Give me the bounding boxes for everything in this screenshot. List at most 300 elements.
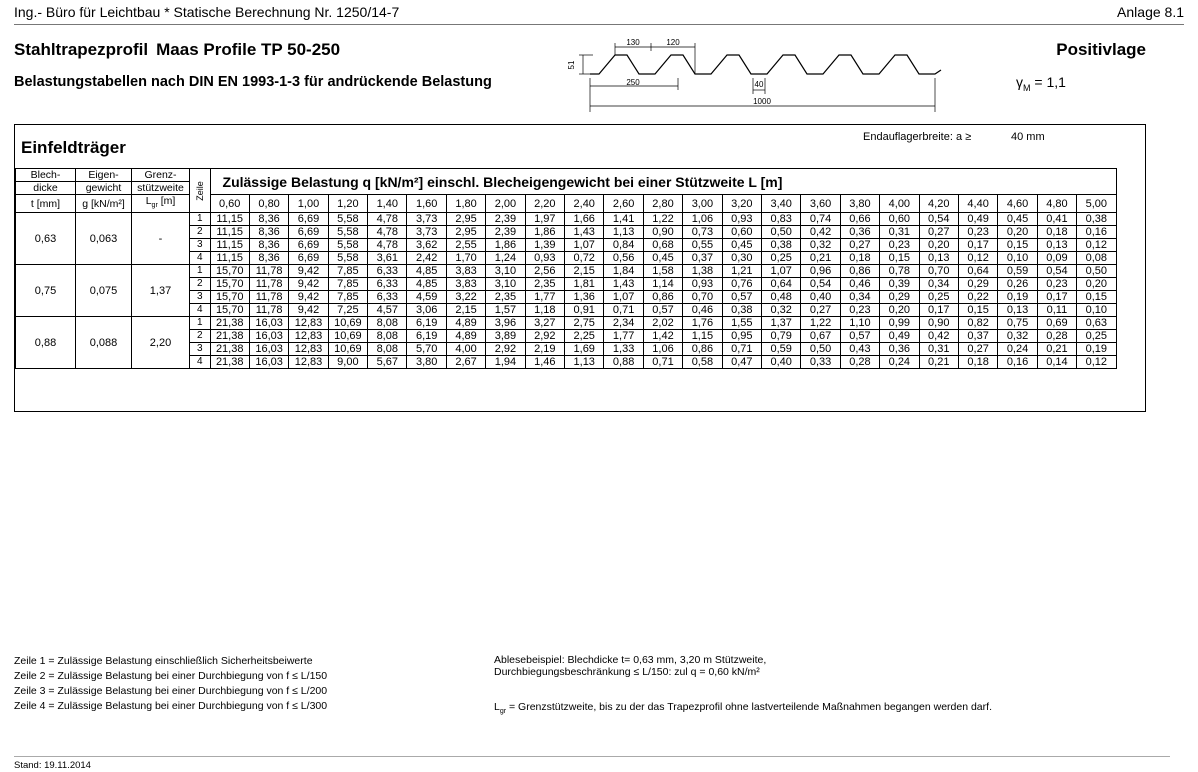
load-cell: 0,23 (1037, 278, 1076, 291)
load-cell: 21,38 (210, 317, 249, 330)
gamma-subscript: M (1023, 82, 1031, 93)
load-cell: 12,83 (289, 330, 328, 343)
load-cell: 0,64 (761, 278, 800, 291)
load-cell: 1,21 (722, 265, 761, 278)
load-cell: 1,24 (486, 252, 525, 265)
lgr-unit: [m] (157, 195, 176, 207)
table-row (16, 317, 1117, 330)
load-cell: 0,19 (998, 291, 1037, 304)
load-cell: 1,81 (565, 278, 604, 291)
load-cell: 0,83 (761, 213, 800, 226)
thickness-cell: 0,88 (16, 317, 76, 369)
load-cell: 15,70 (210, 291, 249, 304)
load-cell: 0,60 (722, 226, 761, 239)
load-cell: 2,95 (446, 226, 485, 239)
load-cell: 21,38 (210, 343, 249, 356)
load-cell: 1,42 (643, 330, 682, 343)
lgr-note-symbol: L (494, 701, 500, 713)
load-cell: 0,34 (840, 291, 879, 304)
profile-drawing (557, 34, 949, 114)
load-cell: 10,69 (328, 330, 367, 343)
load-cell: 0,08 (1077, 252, 1116, 265)
col-thickness-h3: t [mm] (16, 195, 76, 213)
load-cell: 0,19 (1077, 343, 1116, 356)
load-cell: 1,13 (604, 226, 643, 239)
zeile-label: Zeile (194, 180, 205, 201)
load-cell: 0,82 (958, 317, 997, 330)
load-cell: 0,60 (880, 213, 919, 226)
load-cell: 0,59 (998, 265, 1037, 278)
load-cell: 3,73 (407, 226, 446, 239)
span-header: 4,80 (1037, 195, 1076, 213)
load-cell: 2,15 (565, 265, 604, 278)
load-cell: 1,13 (565, 356, 604, 369)
load-cell: 1,43 (565, 226, 604, 239)
load-cell: 3,10 (486, 265, 525, 278)
legend-line-4: Zeile 4 = Zulässige Belastung bei einer Durchbiegung von f ≤ L/300 (14, 700, 328, 712)
load-cell: 0,12 (958, 252, 997, 265)
span-header: 1,60 (407, 195, 446, 213)
load-cell: 0,29 (880, 291, 919, 304)
load-cell: 1,94 (486, 356, 525, 369)
load-cell: 12,83 (289, 343, 328, 356)
load-cell: 2,35 (525, 278, 564, 291)
load-cell: 6,33 (368, 278, 407, 291)
load-cell: 0,32 (761, 304, 800, 317)
load-cell: 10,69 (328, 343, 367, 356)
load-cell: 0,10 (1077, 304, 1116, 317)
load-cell: 5,58 (328, 252, 367, 265)
load-cell: 1,97 (525, 213, 564, 226)
load-cell: 4,85 (407, 265, 446, 278)
span-header: 1,80 (446, 195, 485, 213)
load-cell: 16,03 (249, 343, 288, 356)
load-cell: 16,03 (249, 317, 288, 330)
load-cell: 1,33 (604, 343, 643, 356)
span-header: 1,00 (289, 195, 328, 213)
load-cell: 0,20 (998, 226, 1037, 239)
load-cell: 4,89 (446, 317, 485, 330)
load-cell: 0,71 (643, 356, 682, 369)
load-cell: 0,30 (722, 252, 761, 265)
load-cell: 0,50 (1077, 265, 1116, 278)
load-cell: 7,85 (328, 278, 367, 291)
load-cell: 0,28 (840, 356, 879, 369)
thickness-cell: 0,75 (16, 265, 76, 317)
load-cell: 0,58 (683, 356, 722, 369)
load-cell: 0,21 (919, 356, 958, 369)
load-cell: 1,86 (525, 226, 564, 239)
load-cell: 0,20 (1077, 278, 1116, 291)
load-cell: 4,59 (407, 291, 446, 304)
load-cell: 0,91 (565, 304, 604, 317)
load-cell: 0,13 (919, 252, 958, 265)
load-cell: 0,22 (958, 291, 997, 304)
load-cell: 0,25 (919, 291, 958, 304)
load-cell: 0,15 (958, 304, 997, 317)
load-cell: 1,18 (525, 304, 564, 317)
load-header: Zulässige Belastung q [kN/m²] einschl. Blecheigengewicht bei einer Stützweite L [m] (210, 169, 1116, 195)
load-cell: 0,17 (919, 304, 958, 317)
load-cell: 0,71 (722, 343, 761, 356)
load-cell: 0,38 (1077, 213, 1116, 226)
load-cell: 8,08 (368, 317, 407, 330)
load-cell: 15,70 (210, 265, 249, 278)
load-cell: 5,70 (407, 343, 446, 356)
load-cell: 0,54 (801, 278, 840, 291)
load-cell: 1,07 (761, 265, 800, 278)
load-cell: 0,15 (1077, 291, 1116, 304)
load-cell: 0,39 (880, 278, 919, 291)
load-cell: 0,78 (880, 265, 919, 278)
load-cell: 0,63 (1077, 317, 1116, 330)
load-cell: 11,78 (249, 278, 288, 291)
load-cell: 1,77 (604, 330, 643, 343)
load-cell: 0,93 (683, 278, 722, 291)
load-cell: 21,38 (210, 330, 249, 343)
span-header: 3,40 (761, 195, 800, 213)
load-table (15, 168, 1117, 369)
load-cell: 3,27 (525, 317, 564, 330)
load-cell: 11,78 (249, 265, 288, 278)
load-cell: 0,54 (1037, 265, 1076, 278)
load-cell: 3,83 (446, 278, 485, 291)
load-cell: 0,93 (722, 213, 761, 226)
limit-span-cell: 2,20 (132, 317, 190, 369)
thickness-cell: 0,63 (16, 213, 76, 265)
example-line-2: Durchbiegungsbeschränkung ≤ L/150: zul q = 0,60 kN/m² (494, 666, 760, 678)
load-cell: 12,83 (289, 317, 328, 330)
load-cell: 0,70 (919, 265, 958, 278)
load-cell: 0,20 (919, 239, 958, 252)
support-width-label: Endauflagerbreite: a ≥ (863, 131, 972, 143)
title-profile-name: Maas Profile TP 50-250 (156, 40, 341, 59)
load-cell: 0,86 (683, 343, 722, 356)
load-cell: 0,46 (683, 304, 722, 317)
span-header: 3,60 (801, 195, 840, 213)
weight-cell: 0,063 (76, 213, 132, 265)
zeile-cell: 4 (190, 252, 211, 265)
load-cell: 0,49 (958, 213, 997, 226)
load-cell: 21,38 (210, 356, 249, 369)
load-cell: 0,24 (998, 343, 1037, 356)
load-cell: 7,85 (328, 291, 367, 304)
span-header: 2,00 (486, 195, 525, 213)
span-header: 1,20 (328, 195, 367, 213)
load-cell: 1,76 (683, 317, 722, 330)
load-cell: 0,37 (683, 252, 722, 265)
load-cell: 0,23 (958, 226, 997, 239)
load-cell: 0,13 (998, 304, 1037, 317)
load-cell: 0,32 (801, 239, 840, 252)
span-header: 2,40 (565, 195, 604, 213)
load-cell: 4,78 (368, 213, 407, 226)
load-cell: 11,15 (210, 213, 249, 226)
col-weight-h2: gewicht (76, 182, 132, 195)
load-cell: 7,25 (328, 304, 367, 317)
load-cell: 7,85 (328, 265, 367, 278)
load-cell: 1,43 (604, 278, 643, 291)
table-row (16, 265, 1117, 278)
load-cell: 1,41 (604, 213, 643, 226)
load-cell: 2,39 (486, 226, 525, 239)
load-cell: 9,42 (289, 265, 328, 278)
load-cell: 1,37 (761, 317, 800, 330)
zeile-cell: 1 (190, 265, 211, 278)
load-cell: 4,57 (368, 304, 407, 317)
load-cell: 0,75 (998, 317, 1037, 330)
load-cell: 0,11 (1037, 304, 1076, 317)
load-cell: 9,42 (289, 291, 328, 304)
load-cell: 2,15 (446, 304, 485, 317)
load-cell: 9,42 (289, 304, 328, 317)
load-cell: 1,70 (446, 252, 485, 265)
load-cell: 2,95 (446, 213, 485, 226)
load-cell: 1,58 (643, 265, 682, 278)
load-cell: 2,56 (525, 265, 564, 278)
load-cell: 8,36 (249, 252, 288, 265)
load-cell: 0,17 (1037, 291, 1076, 304)
span-header: 3,20 (722, 195, 761, 213)
load-cell: 2,75 (565, 317, 604, 330)
gamma-symbol: γ (1016, 74, 1023, 90)
document-title (14, 40, 340, 60)
load-cell: 2,35 (486, 291, 525, 304)
limit-span-cell: - (132, 213, 190, 265)
load-cell: 11,78 (249, 304, 288, 317)
load-cell: 5,58 (328, 239, 367, 252)
load-cell: 0,71 (604, 304, 643, 317)
load-cell: 0,24 (880, 356, 919, 369)
load-cell: 0,15 (998, 239, 1037, 252)
load-cell: 0,33 (801, 356, 840, 369)
load-cell: 12,83 (289, 356, 328, 369)
load-cell: 0,88 (604, 356, 643, 369)
span-header: 2,60 (604, 195, 643, 213)
load-cell: 2,92 (525, 330, 564, 343)
load-cell: 11,15 (210, 239, 249, 252)
load-cell: 5,58 (328, 226, 367, 239)
span-header: 3,00 (683, 195, 722, 213)
load-cell: 0,21 (801, 252, 840, 265)
load-cell: 2,34 (604, 317, 643, 330)
load-cell: 16,03 (249, 356, 288, 369)
load-cell: 0,25 (761, 252, 800, 265)
load-cell: 8,36 (249, 213, 288, 226)
load-cell: 0,55 (683, 239, 722, 252)
row-legend (14, 654, 327, 714)
lgr-symbol: L (145, 195, 152, 207)
load-cell: 3,10 (486, 278, 525, 291)
table-row (16, 213, 1117, 226)
load-cell: 0,93 (525, 252, 564, 265)
load-cell: 0,27 (840, 239, 879, 252)
load-cell: 2,42 (407, 252, 446, 265)
load-cell: 15,70 (210, 278, 249, 291)
dim-130: 130 (626, 38, 640, 47)
load-cell: 8,36 (249, 239, 288, 252)
load-cell: 0,16 (1077, 226, 1116, 239)
position-label: Positivlage (1056, 40, 1146, 59)
load-cell: 1,14 (643, 278, 682, 291)
footer-date: Stand: 19.11.2014 (14, 760, 91, 771)
load-cell: 0,34 (919, 278, 958, 291)
load-cell: 0,56 (604, 252, 643, 265)
load-cell: 15,70 (210, 304, 249, 317)
dim-250: 250 (626, 78, 640, 87)
load-cell: 0,48 (761, 291, 800, 304)
col-weight-h1: Eigen- (76, 169, 132, 182)
load-cell: 0,66 (840, 213, 879, 226)
load-cell: 0,13 (1037, 239, 1076, 252)
load-cell: 0,26 (998, 278, 1037, 291)
load-cell: 1,06 (683, 213, 722, 226)
dim-120: 120 (666, 38, 680, 47)
dim-51: 51 (567, 60, 576, 70)
load-cell: 0,70 (683, 291, 722, 304)
load-cell: 0,23 (840, 304, 879, 317)
load-cell: 0,40 (761, 356, 800, 369)
load-cell: 0,38 (722, 304, 761, 317)
load-cell: 0,49 (880, 330, 919, 343)
load-cell: 0,86 (840, 265, 879, 278)
load-cell: 0,21 (1037, 343, 1076, 356)
zeile-cell: 2 (190, 278, 211, 291)
load-cell: 0,10 (998, 252, 1037, 265)
load-cell: 1,15 (683, 330, 722, 343)
zeile-cell: 3 (190, 239, 211, 252)
load-cell: 0,95 (722, 330, 761, 343)
load-cell: 0,84 (604, 239, 643, 252)
load-cell: 8,08 (368, 343, 407, 356)
span-header: 4,40 (958, 195, 997, 213)
zeile-cell: 1 (190, 213, 211, 226)
limit-span-note (494, 701, 992, 715)
load-cell: 0,69 (1037, 317, 1076, 330)
zeile-cell: 3 (190, 291, 211, 304)
legend-line-2: Zeile 2 = Zulässige Belastung bei einer Durchbiegung von f ≤ L/150 (14, 670, 328, 682)
load-cell: 6,69 (289, 252, 328, 265)
load-cell: 4,78 (368, 226, 407, 239)
load-cell: 0,12 (1077, 356, 1116, 369)
load-cell: 0,20 (880, 304, 919, 317)
load-cell: 0,29 (958, 278, 997, 291)
load-cell: 4,89 (446, 330, 485, 343)
footer-rule (14, 756, 1170, 757)
col-zeile-header (190, 169, 211, 213)
load-cell: 1,07 (604, 291, 643, 304)
load-cell: 3,83 (446, 265, 485, 278)
load-cell: 2,55 (446, 239, 485, 252)
load-table-frame (14, 124, 1146, 412)
load-cell: 0,42 (801, 226, 840, 239)
load-cell: 1,69 (565, 343, 604, 356)
load-cell: 0,90 (643, 226, 682, 239)
col-limit-span-h3 (132, 195, 190, 213)
col-limit-span-h2: stützweite (132, 182, 190, 195)
load-cell: 1,22 (801, 317, 840, 330)
reading-example (494, 654, 766, 678)
col-weight-h3: g [kN/m²] (76, 195, 132, 213)
load-cell: 1,84 (604, 265, 643, 278)
zeile-cell: 2 (190, 226, 211, 239)
load-cell: 0,68 (643, 239, 682, 252)
span-header: 3,80 (840, 195, 879, 213)
load-cell: 0,25 (1077, 330, 1116, 343)
load-cell: 16,03 (249, 330, 288, 343)
load-cell: 0,90 (919, 317, 958, 330)
load-cell: 0,18 (958, 356, 997, 369)
load-cell: 5,67 (368, 356, 407, 369)
load-cell: 3,62 (407, 239, 446, 252)
load-cell: 1,07 (565, 239, 604, 252)
load-cell: 3,80 (407, 356, 446, 369)
load-cell: 0,47 (722, 356, 761, 369)
col-thickness-h2: dicke (16, 182, 76, 195)
load-cell: 2,67 (446, 356, 485, 369)
load-cell: 0,99 (880, 317, 919, 330)
load-cell: 3,73 (407, 213, 446, 226)
load-cell: 2,25 (565, 330, 604, 343)
load-cell: 0,38 (761, 239, 800, 252)
load-cell: 1,39 (525, 239, 564, 252)
zeile-cell: 1 (190, 317, 211, 330)
section-title: Einfeldträger (21, 138, 126, 157)
load-cell: 1,66 (565, 213, 604, 226)
load-cell: 4,00 (446, 343, 485, 356)
support-width-value: 40 mm (1011, 131, 1045, 143)
zeile-cell: 2 (190, 330, 211, 343)
load-cell: 11,15 (210, 226, 249, 239)
lgr-subscript: gr (151, 202, 158, 210)
gamma-value: = 1,1 (1034, 74, 1066, 90)
load-cell: 1,46 (525, 356, 564, 369)
load-cell: 0,32 (998, 330, 1037, 343)
load-cell: 6,69 (289, 213, 328, 226)
dim-40: 40 (754, 80, 764, 89)
span-header: 0,80 (249, 195, 288, 213)
header-attachment: Anlage 8.1 (1117, 4, 1184, 20)
col-limit-span-h1: Grenz- (132, 169, 190, 182)
load-cell: 0,42 (919, 330, 958, 343)
load-cell: 0,16 (998, 356, 1037, 369)
load-cell: 2,19 (525, 343, 564, 356)
load-cell: 0,36 (840, 226, 879, 239)
load-cell: 0,73 (683, 226, 722, 239)
load-cell: 0,28 (1037, 330, 1076, 343)
load-cell: 1,77 (525, 291, 564, 304)
load-cell: 0,79 (761, 330, 800, 343)
load-cell: 0,27 (919, 226, 958, 239)
header-office: Ing.- Büro für Leichtbau * Statische Berechnung Nr. 1250/14-7 (14, 4, 400, 20)
zeile-cell: 4 (190, 356, 211, 369)
load-cell: 3,22 (446, 291, 485, 304)
weight-cell: 0,075 (76, 265, 132, 317)
load-cell: 6,19 (407, 330, 446, 343)
load-cell: 0,57 (722, 291, 761, 304)
load-cell: 1,06 (643, 343, 682, 356)
load-cell: 2,39 (486, 213, 525, 226)
legend-line-3: Zeile 3 = Zulässige Belastung bei einer Durchbiegung von f ≤ L/200 (14, 685, 328, 697)
load-cell: 0,45 (998, 213, 1037, 226)
legend-line-1: Zeile 1 = Zulässige Belastung einschließlich Sicherheitsbeiwerte (14, 655, 313, 667)
load-cell: 9,42 (289, 278, 328, 291)
partial-safety-factor (1016, 74, 1066, 93)
load-cell: 6,19 (407, 317, 446, 330)
span-header: 0,60 (210, 195, 249, 213)
load-cell: 0,09 (1037, 252, 1076, 265)
span-header: 4,20 (919, 195, 958, 213)
